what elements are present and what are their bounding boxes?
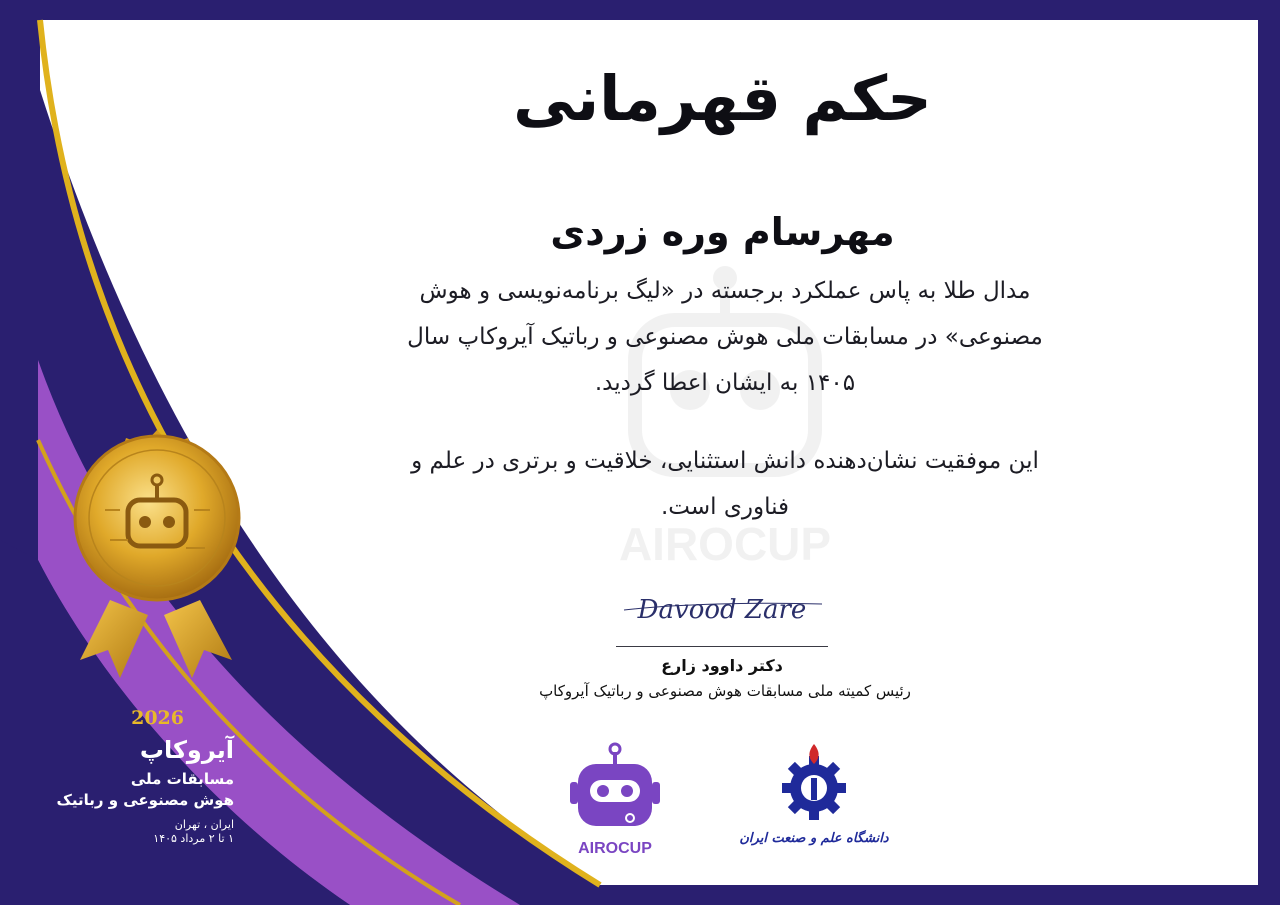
- event-dates: ۱ تا ۲ مرداد ۱۴۰۵: [153, 832, 234, 845]
- university-logo-icon: [728, 742, 900, 852]
- signature-line: [616, 646, 828, 647]
- university-name: دانشگاه علم و صنعت ایران: [739, 831, 889, 846]
- certificate-body-paragraph-2: این موفقیت نشان‌دهنده دانش استثنایی، خلاقیت و برتری در علم و فناوری است.: [411, 448, 1039, 520]
- event-name-line-2: هوش مصنوعی و رباتیک: [56, 791, 234, 809]
- event-brand: آیروکاپ: [139, 736, 234, 764]
- recipient-name: مهرسام وره زردی: [550, 210, 895, 254]
- certificate-title: حکم قهرمانی: [513, 62, 932, 135]
- airocup-logo-label: AIROCUP: [578, 840, 652, 857]
- handwritten-signature: [616, 582, 828, 642]
- event-location: ایران ، تهران: [174, 818, 234, 831]
- event-name-line-1: مسابقات ملی: [130, 770, 234, 788]
- watermark-text: AIROCUP: [618, 518, 832, 570]
- certificate-body-paragraph-1: مدال طلا به پاس عملکرد برجسته در «لیگ برنامه‌نویسی و هوش مصنوعی» در مسابقات ملی هوش مصنوعی و رباتیک آیروکاپ سال ۱۴۰۵ به ایشان اعطا گردید.: [407, 278, 1043, 396]
- signer-role: رئیس کمیته ملی مسابقات هوش مصنوعی و رباتیک آیروکاپ: [539, 682, 911, 700]
- event-year: 2026: [131, 707, 184, 729]
- signer-name: دکتر داوود زارع: [661, 656, 783, 675]
- signature-text: Davood Zare: [637, 595, 807, 625]
